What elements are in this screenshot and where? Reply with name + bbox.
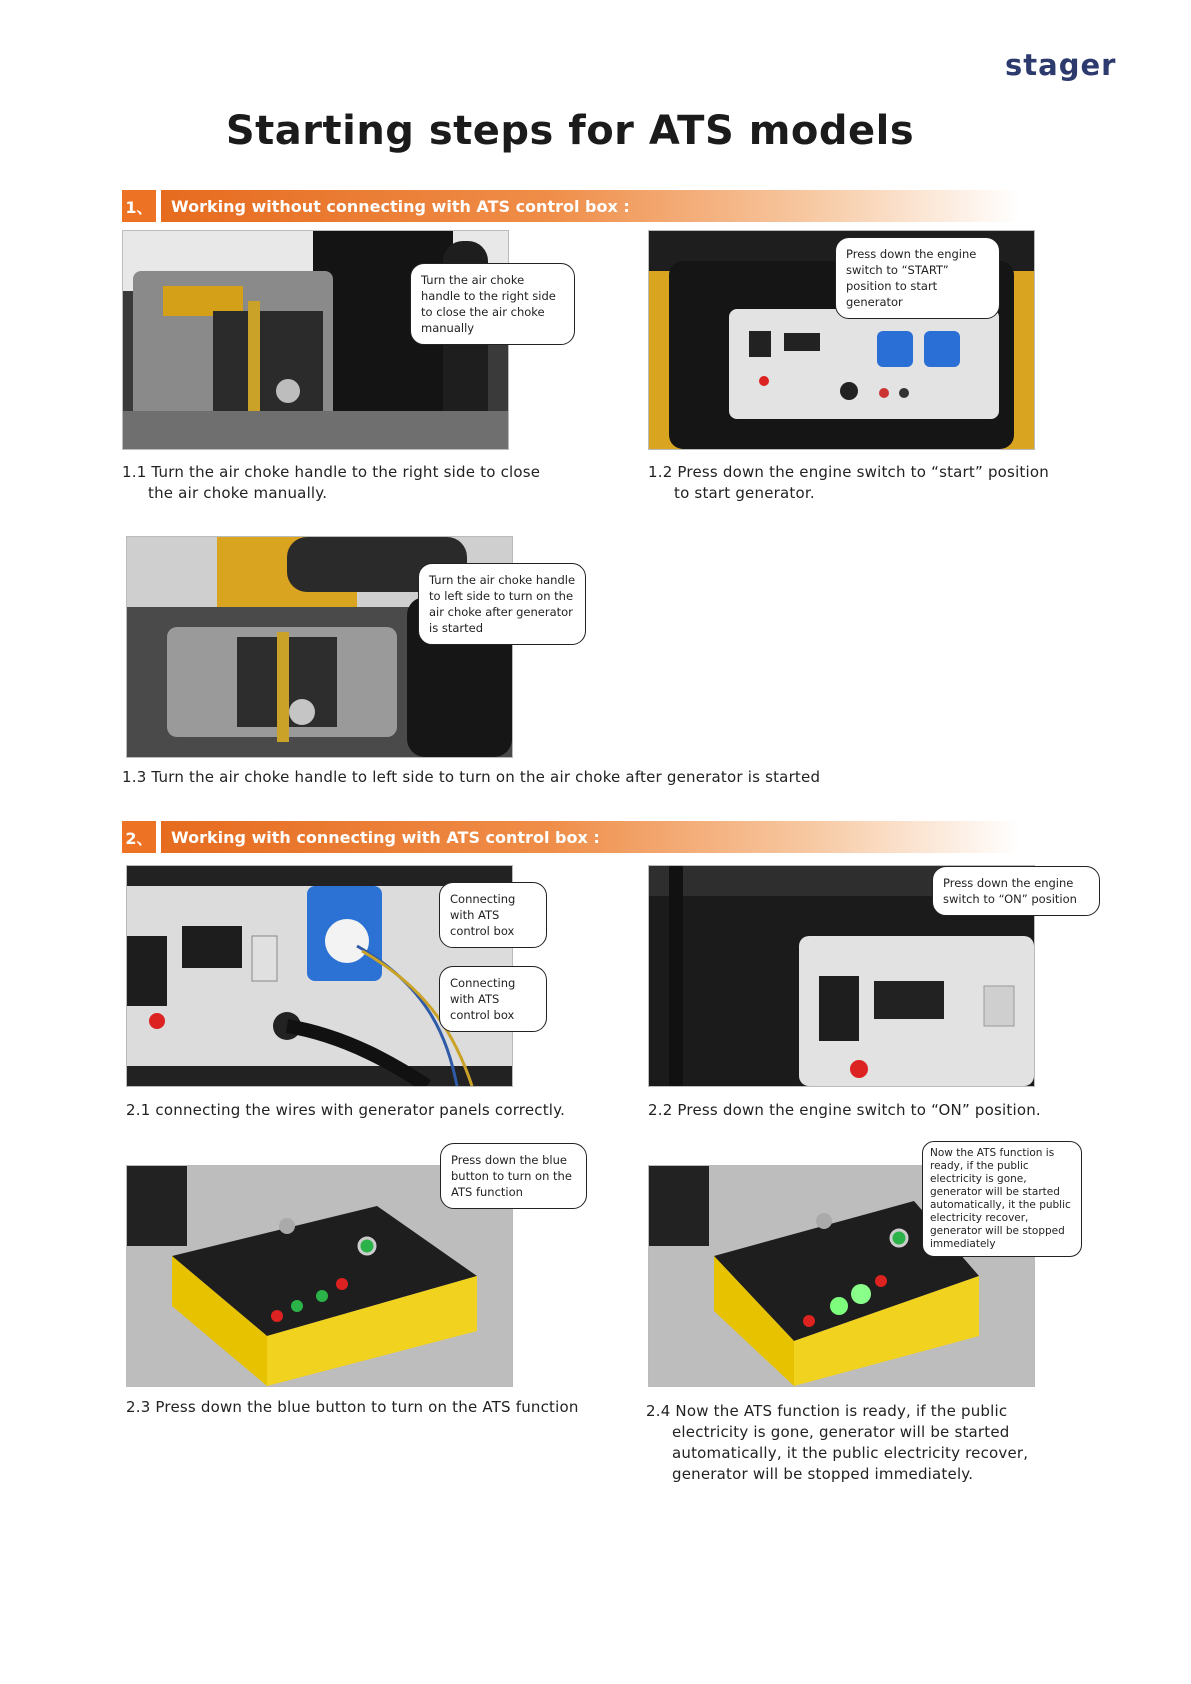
caption-step-2-4-line3: automatically, it the public electricity recover, xyxy=(672,1444,1029,1462)
callout-air-choke-close: Turn the air choke handle to the right side to close the air choke manually xyxy=(410,263,575,345)
callout-connecting-b: Connecting with ATS control box xyxy=(439,966,547,1032)
callout-connecting-a: Connecting with ATS control box xyxy=(439,882,547,948)
page-title: Starting steps for ATS models xyxy=(225,108,915,154)
caption-step-2-4-line2: electricity is gone, generator will be started xyxy=(672,1423,1010,1441)
callout-air-choke-open: Turn the air choke handle to left side to turn on the air choke after generator is started xyxy=(418,563,586,645)
callout-engine-switch-on: Press down the engine switch to “ON” position xyxy=(932,866,1100,916)
brand-logo: stager xyxy=(1005,48,1117,82)
caption-step-2-3: 2.3 Press down the blue button to turn on the ATS function xyxy=(126,1398,579,1416)
caption-step-1-1 xyxy=(122,462,622,504)
callout-blue-button: Press down the blue button to turn on the ATS function xyxy=(440,1143,587,1209)
section-1-title: Working without connecting with ATS control box : xyxy=(161,190,1020,222)
caption-step-2-4-line4: generator will be stopped immediately. xyxy=(672,1465,974,1483)
callout-ats-ready: Now the ATS function is ready, if the public electricity is gone, generator will be started automatically, it the public electricity recover, generator will be stopped immediately xyxy=(922,1141,1082,1257)
callout-engine-switch-start: Press down the engine switch to “START” position to start generator xyxy=(835,237,1000,319)
caption-step-1-2-line1: 1.2 Press down the engine switch to “start” position xyxy=(648,463,1049,481)
caption-step-2-4-line1: 2.4 Now the ATS function is ready, if the public xyxy=(646,1402,1008,1420)
section-1-number: 1、 xyxy=(122,190,156,222)
caption-step-2-1: 2.1 connecting the wires with generator panels correctly. xyxy=(126,1101,566,1119)
caption-step-1-1-line1: 1.1 Turn the air choke handle to the right side to close xyxy=(122,463,541,481)
section-2-header xyxy=(122,821,1020,853)
section-1-header xyxy=(122,190,1020,222)
caption-step-2-4 xyxy=(646,1401,1166,1485)
caption-step-1-2-line2: to start generator. xyxy=(674,484,815,502)
caption-step-1-2 xyxy=(648,462,1148,504)
caption-step-2-2: 2.2 Press down the engine switch to “ON” position. xyxy=(648,1101,1041,1119)
section-2-title: Working with connecting with ATS control box : xyxy=(161,821,1020,853)
caption-step-1-1-line2: the air choke manually. xyxy=(148,484,328,502)
caption-step-1-3: 1.3 Turn the air choke handle to left side to turn on the air choke after generator is started xyxy=(122,768,821,786)
section-2-number: 2、 xyxy=(122,821,156,853)
